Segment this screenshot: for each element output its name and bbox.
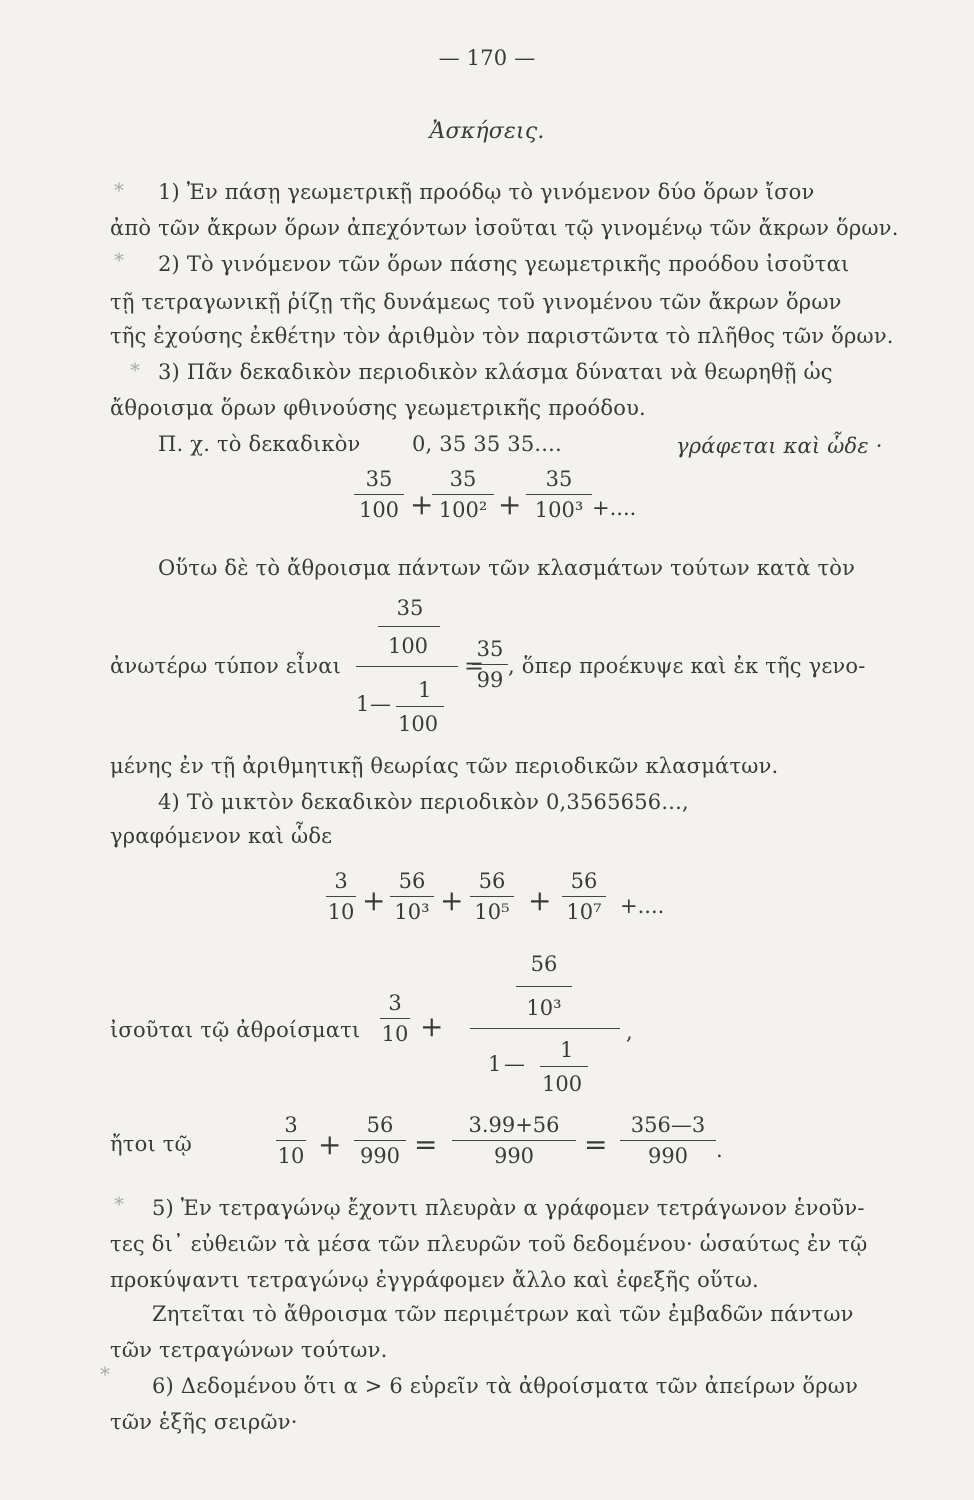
ex4-equals-prefix: ἰσοῦται τῷ ἀθροίσματι: [110, 1018, 361, 1042]
fraction: 3 10: [327, 869, 355, 924]
ex3-sum-line: Οὕτω δὲ τὸ ἄθροισμα πάντων τῶν κλασμάτων τούτων κατὰ τὸν: [158, 556, 856, 580]
ex3-line1: 3) Πᾶν δεκαδικὸν περιοδικὸν κλάσμα δύναται νὰ θεωρηθῇ ὡς: [158, 360, 833, 384]
ex3-formula-suffix: , ὅπερ προέκυψε καὶ ἐκ τῆς γενο-: [508, 654, 866, 678]
plus-sign: +: [528, 884, 552, 917]
fraction: 3.99+56 990: [452, 1112, 576, 1169]
ex4-line1: 4) Τὸ μικτὸν δεκαδικὸν περιοδικὸν 0,3565656...,: [158, 790, 689, 814]
fraction: 3 10: [381, 991, 409, 1046]
margin-asterisk: *: [100, 1362, 110, 1386]
inner-fraction-bar: [396, 706, 444, 707]
margin-asterisk: *: [130, 358, 140, 382]
ex2-line2: τῇ τετραγωνικῇ ῥίζῃ τῆς δυνάμεως τοῦ γινομένου τῶν ἄκρων ὅρων: [110, 290, 842, 314]
minus-sign: —: [370, 692, 391, 716]
inner-numerator: 1: [418, 678, 432, 702]
fraction: 56 10⁷: [562, 868, 606, 925]
fraction: 56 10³: [390, 868, 434, 925]
ex1-line2: ἀπὸ τῶν ἄκρων ὅρων ἀπεχόντων ἰσοῦται τῷ γινομένῳ τῶν ἄκρων ὅρων.: [110, 216, 899, 240]
main-fraction-bar: [356, 666, 458, 667]
fraction: 35 100: [354, 466, 404, 523]
series-tail: +....: [592, 496, 637, 520]
section-title: Ἀσκήσεις.: [429, 119, 545, 144]
fraction-bar: [378, 626, 440, 627]
ex5-line1: 5) Ἐν τετραγώνῳ ἔχοντι πλευρὰν α γράφομεν τετράγωνον ἑνοῦν-: [152, 1196, 865, 1220]
ex6-line1: 6) Δεδομένου ὅτι α > 6 εὑρεῖν τὰ ἀθροίσματα τῶν ἀπείρων ὅρων: [152, 1374, 859, 1398]
fraction: 56 990: [354, 1112, 406, 1169]
minus-sign: —: [504, 1052, 525, 1076]
page-number: — 170 —: [438, 46, 536, 70]
ex5-line2: τες δι᾽ εὐθειῶν τὰ μέσα τῶν πλευρῶν τοῦ δεδομένου· ὡσαύτως ἐν τῷ: [110, 1232, 868, 1256]
equals-sign: =: [414, 1128, 438, 1161]
ex3-line2: ἄθροισμα ὅρων φθινούσης γεωμετρικῆς προόδου.: [110, 396, 646, 420]
equals-sign: =: [464, 652, 485, 680]
series-tail: +....: [620, 894, 665, 918]
inner-numerator: 1: [560, 1038, 574, 1062]
ex2-line3: τῆς ἐχούσης ἐκθέτην τὸν ἀριθμὸν τὸν παριστῶντα τὸ πλῆθος τῶν ὅρων.: [110, 324, 894, 348]
fraction: 356—3 990: [620, 1112, 716, 1169]
ex5-line5: τῶν τετραγώνων τούτων.: [110, 1338, 388, 1362]
plus-sign: +: [440, 884, 464, 917]
ex5-line3: προκύψαντι τετραγώνῳ ἐγγράφομεν ἄλλο καὶ ἐφεξῆς οὕτω.: [110, 1268, 759, 1292]
trailing-period: .: [716, 1138, 723, 1162]
top-denominator: 100: [387, 634, 429, 658]
ex5-line4: Ζητεῖται τὸ ἄθροισμα τῶν περιμέτρων καὶ τῶν ἐμβαδῶν πάντων: [152, 1302, 854, 1326]
ex3-example-prefix: Π. χ. τὸ δεκαδικὸν: [158, 432, 361, 456]
trailing-comma: ,: [626, 1020, 633, 1044]
fraction: 3 10: [277, 1113, 305, 1168]
main-fraction-bar: [470, 1028, 620, 1029]
ex3-end-line: μένης ἐν τῇ ἀριθμητικῇ θεωρίας τῶν περιοδικῶν κλασμάτων.: [110, 754, 779, 778]
plus-sign: +: [318, 1128, 342, 1161]
fraction-bar: [516, 986, 572, 987]
plus-sign: +: [498, 488, 522, 521]
equals-sign: =: [584, 1128, 608, 1161]
plus-sign: +: [420, 1010, 444, 1043]
ex4-result-prefix: ἤτοι τῷ: [110, 1132, 192, 1156]
ex3-example-value: 0, 35 35 35....: [412, 432, 562, 456]
top-numerator: 35: [396, 596, 424, 620]
bottom-one: 1: [488, 1052, 502, 1076]
bottom-one: 1: [356, 692, 370, 716]
inner-denominator: 100: [542, 1072, 583, 1096]
margin-asterisk: *: [114, 1192, 124, 1216]
margin-asterisk: *: [114, 248, 124, 272]
inner-fraction-bar: [540, 1066, 588, 1067]
plus-sign: +: [410, 488, 434, 521]
ex1-line1: 1) Ἐν πάσῃ γεωμετρικῇ προόδῳ τὸ γινόμενον δύο ὅρων ἴσον: [158, 180, 815, 204]
ex4-line2: γραφόμενον καὶ ὧδε: [110, 824, 333, 848]
fraction: 35 99: [472, 636, 508, 693]
ex3-example-suffix: γράφεται καὶ ὧδε ·: [676, 434, 883, 458]
top-numerator: 56: [530, 952, 558, 976]
ex3-formula-prefix: ἀνωτέρω τύπον εἶναι: [110, 654, 342, 678]
margin-asterisk: *: [114, 178, 124, 202]
plus-sign: +: [362, 884, 386, 917]
fraction: 56 10⁵: [470, 868, 514, 925]
ex2-line1: 2) Τὸ γινόμενον τῶν ὅρων πάσης γεωμετρικῆς προόδου ἰσοῦται: [158, 252, 850, 276]
fraction: 35 100³: [526, 466, 592, 523]
fraction: 35 100²: [432, 466, 494, 523]
top-denominator: 10³: [526, 996, 562, 1020]
ex6-line2: τῶν ἑξῆς σειρῶν·: [110, 1410, 298, 1434]
inner-denominator: 100: [398, 712, 439, 736]
